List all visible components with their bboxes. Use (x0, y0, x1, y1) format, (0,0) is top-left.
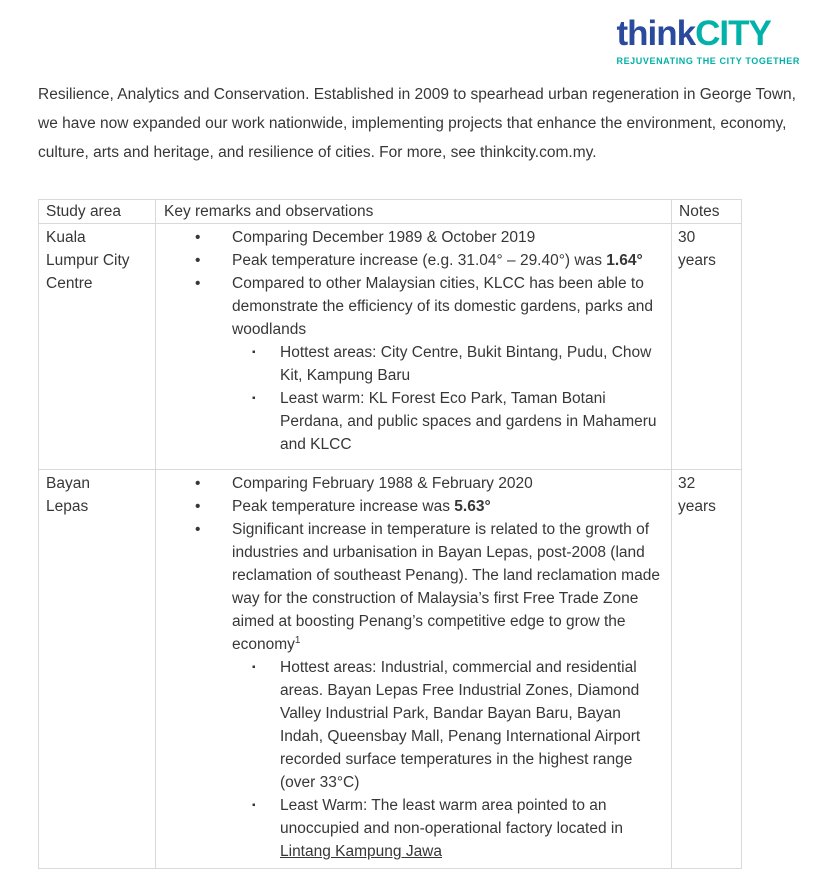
square-bullet-icon: ▪ (252, 347, 256, 358)
sub-bullet-item (252, 387, 663, 456)
bullet-item (195, 472, 663, 495)
bullet-item (195, 495, 663, 518)
bullet-text: Hottest areas: Industrial, commercial and residential areas. Bayan Lepas Free Industrial Zones, Diamond Valley Industrial Park, Bandar Bayan Baru, Bayan Indah, Queensbay Mall, Penang International Airport recorded surface temperatures in the highest range (over 33°C) (280, 659, 641, 791)
bullet-item (195, 272, 663, 341)
sub-bullet-item (252, 794, 663, 863)
study-area-cell: Bayan Lepas (39, 470, 156, 869)
bullet-text: Peak temperature increase (e.g. 31.04° – 29.40°) was 1.64° (232, 252, 643, 269)
bullet-text: Comparing December 1989 & October 2019 (232, 229, 536, 246)
bullet-icon: • (195, 252, 201, 269)
square-bullet-icon: ▪ (252, 393, 256, 404)
header-notes: Notes (672, 200, 742, 224)
bullet-icon: • (195, 475, 201, 492)
table-header-row (39, 200, 742, 224)
square-bullet-icon: ▪ (252, 662, 256, 673)
logo-city: CITY (695, 14, 771, 53)
study-table (38, 199, 742, 869)
notes-cell: 30 years (672, 224, 742, 470)
bullet-item (195, 226, 663, 249)
bullet-text: Comparing February 1988 & February 2020 (232, 475, 533, 492)
bullet-icon: • (195, 275, 201, 292)
header-key-remarks: Key remarks and observations (156, 200, 672, 224)
logo-think: think (616, 14, 696, 53)
logo-wordmark (616, 16, 800, 53)
intro-paragraph: Resilience, Analytics and Conservation. Established in 2009 to spearhead urban regeneration in George Town, we have now expanded our work nationwide, implementing projects that enhance the environment, economy, culture, arts and heritage, and resilience of cities. For more, see thinkcity.com.my. (38, 86, 796, 161)
header-study-area: Study area (39, 200, 156, 224)
bullet-icon: • (195, 498, 201, 515)
sub-bullet-item (252, 656, 663, 794)
bullet-icon: • (195, 521, 201, 538)
bullet-text: Significant increase in temperature is related to the growth of industries and urbanisation in Bayan Lepas, post-2008 (land reclamation of southeast Penang). The land reclamation made way for the construction of Malaysia’s first Free Trade Zone aimed at boosting Penang’s competitive edge to grow the economy$^1$ (232, 521, 660, 653)
bullet-icon: • (195, 229, 201, 246)
bullet-text: Least warm: KL Forest Eco Park, Taman Botani Perdana, and public spaces and gardens in Mahameru and KLCC (280, 390, 657, 453)
study-area-cell: Kuala Lumpur City Centre (39, 224, 156, 470)
bullet-item (195, 249, 663, 272)
remarks-cell (156, 224, 672, 470)
bullet-item (195, 518, 663, 656)
remarks-cell (156, 470, 672, 869)
bullet-text: Peak temperature increase was 5.63° (232, 498, 491, 515)
bullet-text: Hottest areas: City Centre, Bukit Bintang, Pudu, Chow Kit, Kampung Baru (280, 344, 652, 384)
table-body (39, 224, 742, 869)
square-bullet-icon: ▪ (252, 800, 256, 811)
bullet-text: Compared to other Malaysian cities, KLCC has been able to demonstrate the efficiency of its domestic gardens, parks and woodlands (232, 275, 654, 338)
table-row (39, 224, 742, 470)
thinkcity-logo (616, 16, 800, 66)
bullet-text: Least Warm: The least warm area pointed to an unoccupied and non-operational factory located in Lintang Kampung Jawa (280, 797, 623, 860)
notes-cell: 32 years (672, 470, 742, 869)
logo-tagline: REJUVENATING THE CITY TOGETHER (616, 55, 800, 66)
sub-bullet-item (252, 341, 663, 387)
table-row (39, 470, 742, 869)
